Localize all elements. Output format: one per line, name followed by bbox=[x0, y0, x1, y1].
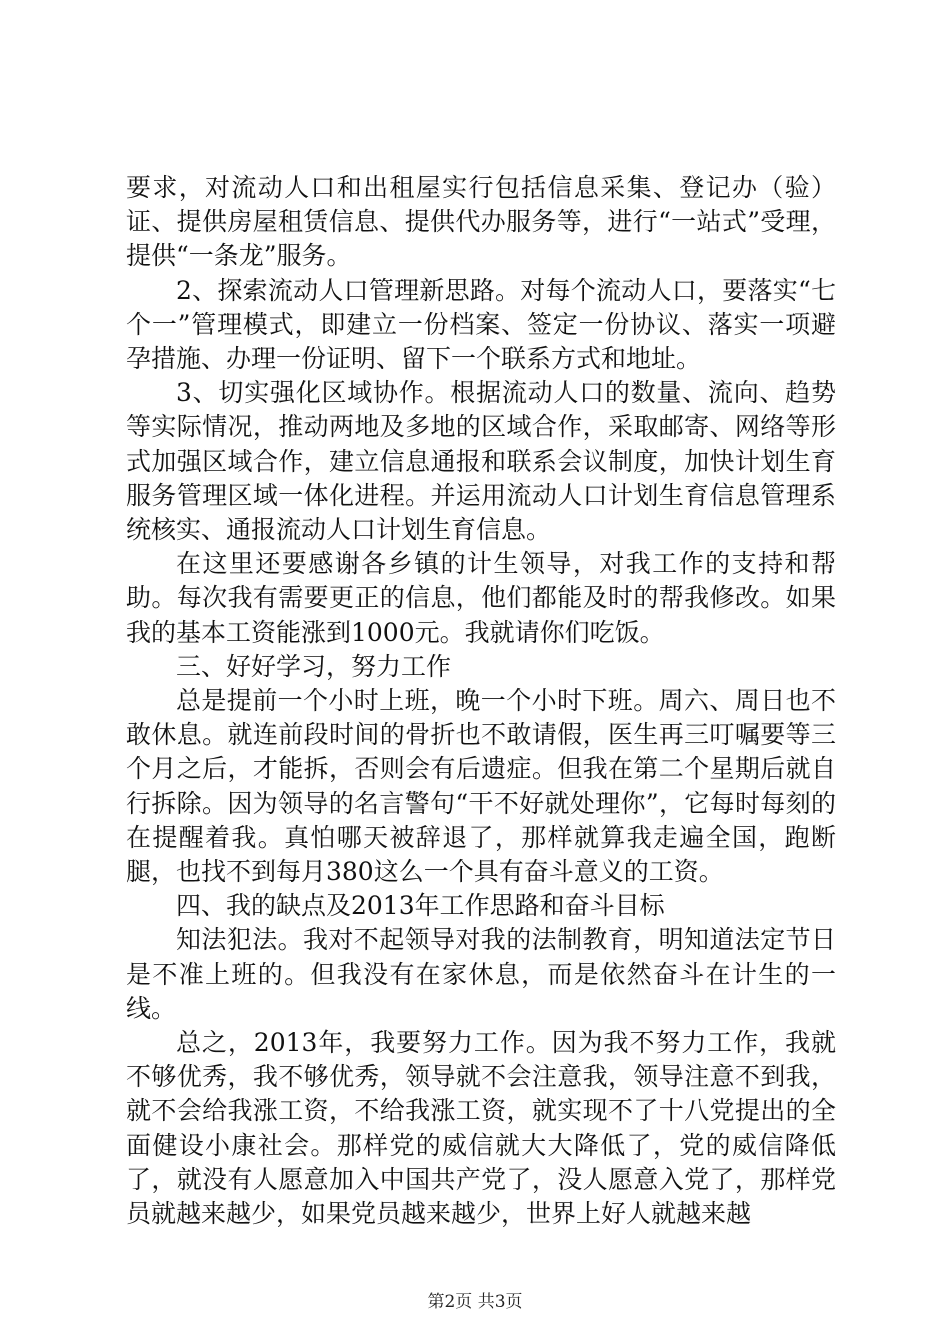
paragraph-item-3: 3、切实强化区域协作。根据流动人口的数量、流向、趋势等实际情况，推动两地及多地的区域合作，采取邮寄、网络等形式加强区域合作，建立信息通报和联系会议制度，加快计划生育服务管理区域一体化进程。并运用流动人口计划生育信息管理系统核实、通报流动人口计划生育信息。 bbox=[126, 378, 836, 545]
paragraph-work: 总是提前一个小时上班，晚一个小时下班。周六、周日也不敢休息。就连前段时间的骨折也不敢请假，医生再三叮嘱要等三个月之后，才能拆，否则会有后遗症。但我在第二个星期后就自行拆除。因为领导的名言警句“干不好就处理你”，它每时每刻的在提醒着我。真怕哪天被辞退了，那样就算我走遍全国，跑断腿，也找不到每月380这么一个具有奋斗意义的工资。 bbox=[126, 686, 836, 887]
document-body bbox=[126, 171, 836, 1231]
paragraph-item-2: 2、探索流动人口管理新思路。对每个流动人口，要落实“七个一”管理模式，即建立一份档案、签定一份协议、落实一项避孕措施、办理一份证明、留下一个联系方式和地址。 bbox=[126, 275, 836, 374]
paragraph-summary: 总之，2013年，我要努力工作。因为我不努力工作，我就不够优秀，我不够优秀，领导就不会注意我，领导注意不到我，就不会给我涨工资，不给我涨工资，就实现不了十八党提出的全面健设小康社会。那样党的威信就大大降低了，党的威信降低了，就没有人愿意加入中国共产党了，没人愿意入党了，那样党员就越来越少，如果党员越来越少，世界上好人就越来越 bbox=[126, 1028, 836, 1229]
page-footer: 第2页 共3页 bbox=[427, 1292, 523, 1312]
paragraph-thanks: 在这里还要感谢各乡镇的计生领导，对我工作的支持和帮助。每次我有需要更正的信息，他们都能及时的帮我修改。如果我的基本工资能涨到1000元。我就请你们吃饭。 bbox=[126, 549, 836, 647]
paragraph-continuation: 要求，对流动人口和出租屋实行包括信息采集、登记办（验）证、提供房屋租赁信息、提供代办服务等，进行“一站式”受理，提供“一条龙”服务。 bbox=[126, 173, 836, 271]
section-heading-3: 三、好好学习，努力工作 bbox=[176, 651, 452, 681]
paragraph-shortcomings: 知法犯法。我对不起领导对我的法制教育，明知道法定节日是不准上班的。但我没有在家休息，而是依然奋斗在计生的一线。 bbox=[126, 925, 836, 1023]
section-heading-4: 四、我的缺点及2013年工作思路和奋斗目标 bbox=[176, 891, 665, 921]
